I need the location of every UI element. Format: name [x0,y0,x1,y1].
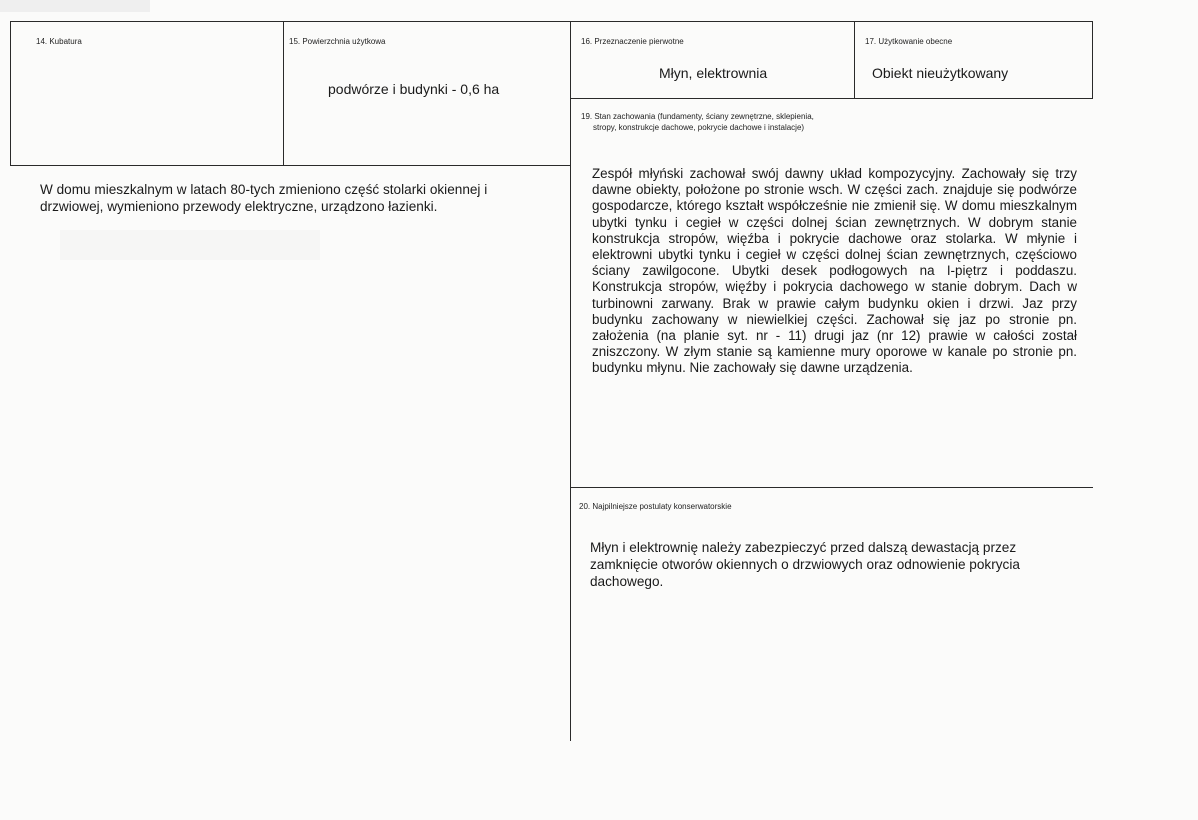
field-17-value: Obiekt nieużytkowany [872,65,1009,81]
grid-right-edge [1092,21,1093,99]
grid-left-edge [10,21,11,166]
grid-top-line [10,21,1092,22]
scan-smudge-left [60,230,320,260]
grid-line-19-bottom [570,487,1093,488]
grid-divider-14-15 [283,21,284,166]
field-16-label: 16. Przeznaczenie pierwotne [581,37,684,46]
field-20-label: 20. Najpilniejsze postulaty konserwatorskie [579,502,732,511]
grid-center-divider [570,21,571,741]
scan-smudge-top [0,0,150,12]
field-15-label: 15. Powierzchnia użytkowa [289,37,386,46]
grid-divider-16-17 [854,21,855,99]
field-16-value: Młyn, elektrownia [659,65,768,81]
grid-line-14-15-bottom [10,165,570,166]
field-17-label: 17. Użytkowanie obecne [865,37,953,46]
field-15-value: podwórze i budynki - 0,6 ha [328,81,500,97]
field-20-value: Młyn i elektrownię należy zabezpieczyć przed dalszą dewastacją przez zamknięcie otworów okiennych o drzwiowych oraz odnowienie pokrycia dachowego. [590,540,1020,589]
grid-line-16-17-bottom [570,98,1093,99]
field-19-label-line1: 19. Stan zachowania (fundamenty, ściany zewnętrzne, sklepienia, [581,112,814,121]
field-14-label: 14. Kubatura [36,37,82,46]
field-19-value: Zespół młyński zachował swój dawny układ kompozycyjny. Zachowały się trzy dawne obiekty, położone po stronie wsch. W części zach. znajduje się podwórze gospodarcze, którego kształt współcześnie nie zmienił się. W domu mieszkalnym ubytki tynku i cegieł w części dolnej ścian zewnętrznych. W dobrym stanie konstrukcja stropów, więźba i pokrycie dachowe oraz stolarka. W młynie i elektrowni ubytki tynku i cegieł w części dolnej ścian zewnętrznych, częściowo ściany zawilgocone. Ubytki desek podłogowych na I-piętrz i poddaszu. Konstrukcja stropów, więźby i pokrycia dachowego w stanie dobrym. Dach w turbinowni zarwany. Brak w prawie całym budynku okien i drzwi. Jaz przy budynku zachowany w niewielkiej części. Zachował się jaz po stronie pn. założenia (na planie syt. nr - 11) drugi jaz (nr 12) prawie w całości został zniszczony. W złym stanie są kamienne mury oporowe w kanale po stronie pn. budynku młynu. Nie zachowały się dawne urządzenia. [592,166,1077,376]
field-19-label-line2: stropy, konstrukcje dachowe, pokrycie dachowe i instalacje) [593,123,805,132]
field-18-value: W domu mieszkalnym w latach 80-tych zmieniono część stolarki okiennej i drzwiowej, wymieniono przewody elektryczne, urządzono łazienki. [40,182,488,214]
